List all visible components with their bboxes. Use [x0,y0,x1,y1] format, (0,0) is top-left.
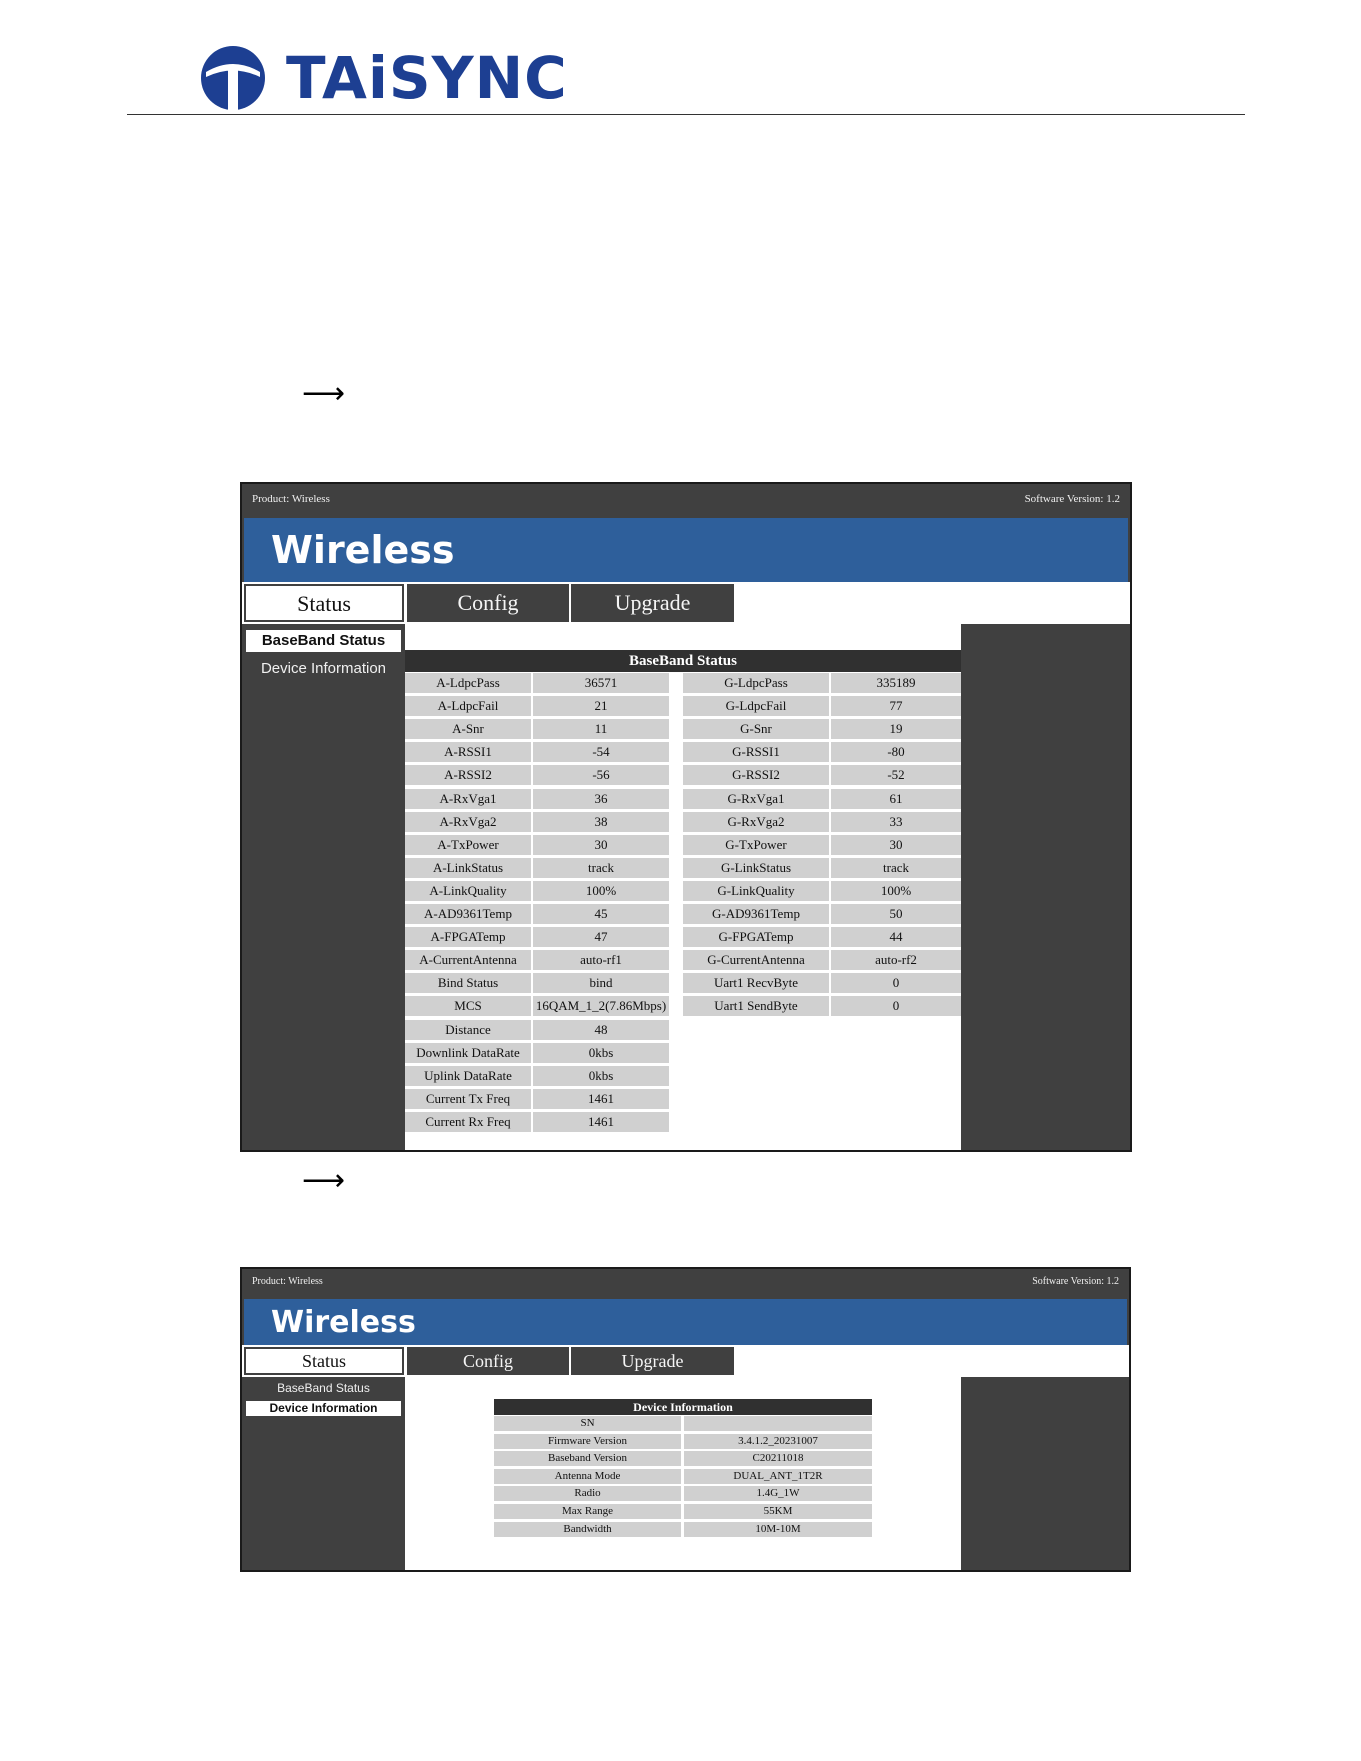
info-value-cell: C20211018 [684,1451,872,1466]
tab-status[interactable]: Status [244,1347,404,1375]
table-row [405,789,961,810]
g-value-cell: 61 [831,789,961,809]
main-tabs [242,1345,1129,1377]
tab-upgrade[interactable]: Upgrade [571,584,734,622]
taisync-logo-icon [200,44,270,112]
info-label-cell: Firmware Version [494,1434,681,1449]
a-value-cell: auto-rf1 [533,950,669,970]
a-label-cell: Uplink DataRate [405,1066,531,1086]
table-row [405,765,961,786]
top-info-bar [242,484,1130,514]
table-row [405,881,961,902]
g-value-cell: 30 [831,835,961,855]
arrow-icon: ⟶ [302,376,346,411]
banner-title: Wireless [271,528,455,572]
a-value-cell: -54 [533,742,669,762]
table-row [405,950,961,971]
table-row [405,696,961,717]
a-label-cell: Downlink DataRate [405,1043,531,1063]
g-label-cell: G-RSSI2 [683,765,829,785]
a-label-cell: A-LdpcPass [405,673,531,693]
product-label: Product: Wireless [252,493,330,505]
table-row [405,1043,961,1064]
info-label-cell: Antenna Mode [494,1469,681,1484]
a-value-cell: 16QAM_1_2(7.86Mbps) [533,996,669,1016]
g-label-cell: Uart1 SendByte [683,996,829,1016]
sidebar [242,624,405,1150]
main-tabs [242,582,1130,624]
content-area [405,1377,961,1570]
sidebar-item-baseband-status[interactable]: BaseBand Status [244,628,403,654]
a-value-cell: 100% [533,881,669,901]
info-label-cell: Baseband Version [494,1451,681,1466]
table-title: Device Information [494,1399,872,1415]
g-label-cell: G-LinkQuality [683,881,829,901]
a-value-cell: 38 [533,812,669,832]
a-value-cell: 30 [533,835,669,855]
table-row [405,1020,961,1041]
g-value-cell: auto-rf2 [831,950,961,970]
g-value-cell: 100% [831,881,961,901]
a-label-cell: A-Snr [405,719,531,739]
a-label-cell: A-FPGATemp [405,927,531,947]
table-row [405,973,961,994]
a-value-cell: 47 [533,927,669,947]
software-version: Software Version: 1.2 [1032,1276,1119,1287]
title-banner [244,518,1128,582]
table-row [405,719,961,740]
baseband-status-screenshot [240,482,1132,1152]
a-value-cell: 21 [533,696,669,716]
sidebar-item-device-information[interactable]: Device Information [260,660,387,677]
device-information-screenshot [240,1267,1131,1572]
arrow-icon: ⟶ [302,1163,346,1198]
taisync-logo [200,44,580,112]
g-value-cell: 77 [831,696,961,716]
g-value-cell: -52 [831,765,961,785]
g-label-cell: G-RxVga1 [683,789,829,809]
g-value-cell: 50 [831,904,961,924]
info-value-cell: 10M-10M [684,1522,872,1537]
a-label-cell: A-LinkQuality [405,881,531,901]
g-label-cell: G-LdpcFail [683,696,829,716]
table-row [405,996,961,1017]
info-value-cell: 55KM [684,1504,872,1519]
software-version: Software Version: 1.2 [1024,493,1120,505]
right-panel [961,624,1130,1150]
table-row [405,858,961,879]
a-value-cell: 48 [533,1020,669,1040]
a-label-cell: Current Rx Freq [405,1112,531,1132]
a-label-cell: A-TxPower [405,835,531,855]
a-label-cell: A-RSSI2 [405,765,531,785]
tab-status[interactable]: Status [244,584,404,622]
tab-upgrade[interactable]: Upgrade [571,1347,734,1375]
a-value-cell: 0kbs [533,1066,669,1086]
a-label-cell: A-AD9361Temp [405,904,531,924]
g-label-cell: G-TxPower [683,835,829,855]
info-label-cell: SN [494,1416,681,1431]
sidebar [242,1377,405,1570]
table-row [405,904,961,925]
g-label-cell: G-RSSI1 [683,742,829,762]
g-label-cell: G-Snr [683,719,829,739]
table-row [405,812,961,833]
top-info-bar [242,1269,1129,1295]
a-label-cell: A-CurrentAntenna [405,950,531,970]
a-value-cell: 45 [533,904,669,924]
info-value-cell: 3.4.1.2_20231007 [684,1434,872,1449]
a-label-cell: MCS [405,996,531,1016]
a-label-cell: A-RSSI1 [405,742,531,762]
content-area [405,624,961,1150]
table-row [405,927,961,948]
a-value-cell: 0kbs [533,1043,669,1063]
a-label-cell: A-RxVga1 [405,789,531,809]
g-label-cell: G-LdpcPass [683,673,829,693]
g-value-cell: 33 [831,812,961,832]
tab-config[interactable]: Config [407,584,569,622]
g-label-cell: G-AD9361Temp [683,904,829,924]
a-value-cell: 1461 [533,1089,669,1109]
a-value-cell: -56 [533,765,669,785]
info-label-cell: Radio [494,1486,681,1501]
a-label-cell: A-LdpcFail [405,696,531,716]
info-value-cell: 1.4G_1W [684,1486,872,1501]
a-label-cell: Current Tx Freq [405,1089,531,1109]
g-value-cell: 44 [831,927,961,947]
sidebar-item-device-information[interactable]: Device Information [244,1399,403,1418]
sidebar-item-baseband-status[interactable]: BaseBand Status [277,1381,370,1395]
a-value-cell: 11 [533,719,669,739]
info-value-cell [684,1416,872,1431]
tab-config[interactable]: Config [407,1347,569,1375]
g-value-cell: 0 [831,996,961,1016]
info-label-cell: Max Range [494,1504,681,1519]
g-label-cell: G-FPGATemp [683,927,829,947]
a-value-cell: 36571 [533,673,669,693]
g-value-cell: 0 [831,973,961,993]
banner-title: Wireless [271,1305,416,1340]
a-label-cell: A-LinkStatus [405,858,531,878]
product-label: Product: Wireless [252,1276,323,1287]
g-label-cell: G-CurrentAntenna [683,950,829,970]
right-panel [961,1377,1129,1570]
table-row [405,835,961,856]
info-value-cell: DUAL_ANT_1T2R [684,1469,872,1484]
g-value-cell: 335189 [831,673,961,693]
g-value-cell: -80 [831,742,961,762]
g-label-cell: Uart1 RecvByte [683,973,829,993]
g-value-cell: track [831,858,961,878]
a-value-cell: bind [533,973,669,993]
table-title: BaseBand Status [405,650,961,672]
a-label-cell: A-RxVga2 [405,812,531,832]
info-label-cell: Bandwidth [494,1522,681,1537]
a-value-cell: 36 [533,789,669,809]
g-label-cell: G-RxVga2 [683,812,829,832]
table-row [405,742,961,763]
table-row [405,1089,961,1110]
a-value-cell: 1461 [533,1112,669,1132]
a-label-cell: Distance [405,1020,531,1040]
table-row [405,1066,961,1087]
title-banner [244,1299,1127,1345]
logo-wordmark: TAiSYNC [286,44,568,112]
table-row [405,673,961,694]
g-label-cell: G-LinkStatus [683,858,829,878]
a-value-cell: track [533,858,669,878]
header-rule [127,114,1245,115]
a-label-cell: Bind Status [405,973,531,993]
g-value-cell: 19 [831,719,961,739]
table-row [405,1112,961,1133]
